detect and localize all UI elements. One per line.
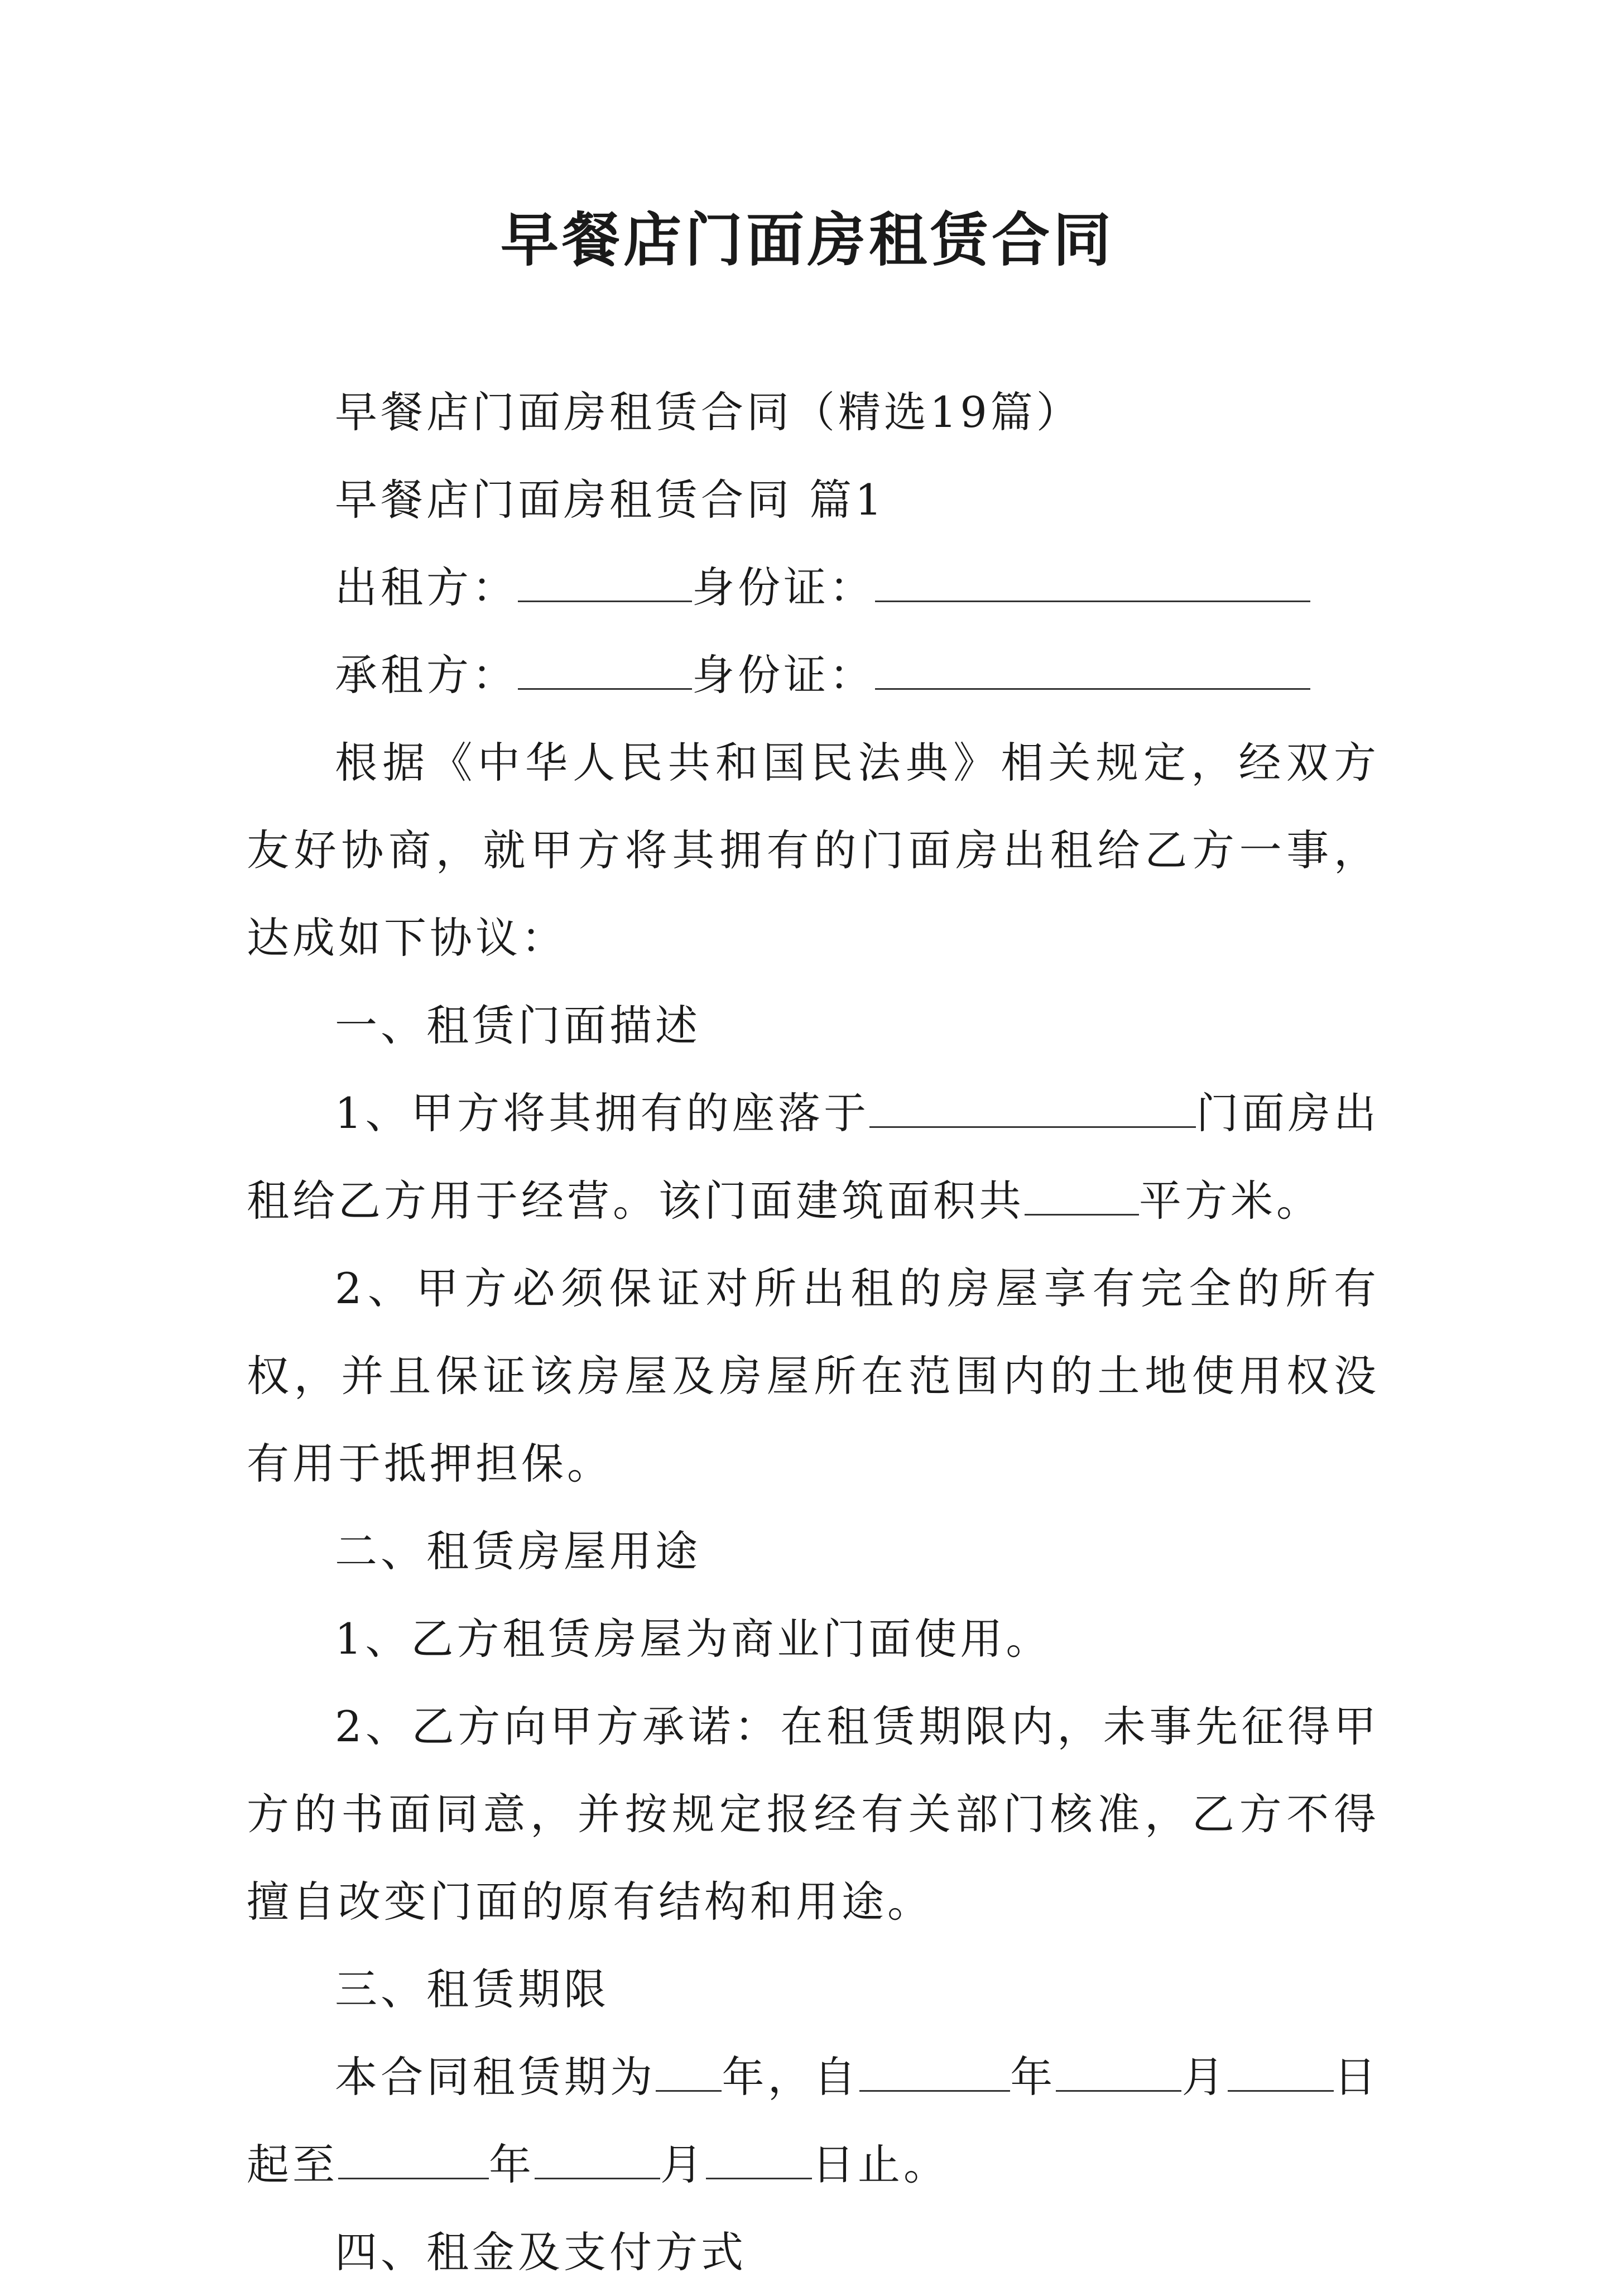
lessee-name-blank [518,654,692,690]
term-from-label: ，自 [767,2052,860,2102]
section-3-title: 三、租赁期限 [335,1964,609,2014]
end-month-label: 月 [660,2140,706,2189]
document-body [247,368,1380,2296]
start-month-label: 月 [1181,2052,1228,2102]
start-day-blank [1228,2055,1334,2092]
end-day-label: 日止。 [812,2140,949,2189]
start-year-label: 年 [1010,2052,1056,2102]
section-heading: 早餐店门面房租赁合同 篇1 [335,475,886,525]
end-month-blank [535,2143,660,2179]
sec1-item1-text-a: 1、甲方将其拥有的座落于 [335,1088,870,1138]
section-1-title: 一、租赁门面描述 [335,1001,701,1050]
end-year-blank [338,2143,489,2179]
location-blank [869,1092,1196,1128]
lessor-line [247,544,1380,631]
term-year-label: 年 [722,2052,768,2102]
end-day-blank [706,2143,812,2179]
sec1-item1-text-b: 门面房出租给乙方用于经营。该门面建筑面积共 [247,1088,1380,1226]
intro-paragraph: 根据《中华人民共和国民法典》相关规定，经双方友好协商，就甲方将其拥有的门面房出租给乙方一事，达成如下协议： [247,738,1380,963]
sec1-item1-text-c: 平方米。 [1139,1176,1322,1226]
lessor-name-blank [518,566,692,602]
start-day-label: 日 [1333,2052,1380,2102]
lessor-id-label: 身份证： [692,563,875,612]
section-4-title: 四、租金及支付方式 [335,2227,747,2277]
end-year-label: 年 [489,2140,535,2189]
section-1-item-2: 2、甲方必须保证对所出租的房屋享有完全的所有权，并且保证该房屋及房屋所在范围内的土地使用权没有用于抵押担保。 [247,1264,1380,1488]
lessee-label: 承租方： [335,650,518,700]
lease-term-paragraph [247,2033,1380,2208]
term-years-blank [656,2055,722,2092]
section-2-item-1: 1、乙方租赁房屋为商业门面使用。 [335,1614,1052,1664]
lessee-id-blank [875,654,1310,690]
lessee-line [247,631,1380,719]
lessee-id-label: 身份证： [692,650,875,700]
area-blank [1025,1179,1139,1216]
lessor-id-blank [875,566,1310,602]
section-2-title: 二、租赁房屋用途 [335,1526,701,1576]
term-to-label: 起至 [247,2140,338,2189]
document-title: 早餐店门面房租赁合同 [500,205,1114,274]
subtitle: 早餐店门面房租赁合同（精选19篇） [335,387,1082,437]
section-2-item-2: 2、乙方向甲方承诺：在租赁期限内，未事先征得甲方的书面同意，并按规定报经有关部门核准，乙方不得擅自改变门面的原有结构和用途。 [247,1702,1380,1927]
start-month-blank [1056,2055,1181,2092]
lessor-label: 出租方： [335,563,518,612]
start-year-blank [859,2055,1010,2092]
term-text-a: 本合同租赁期为 [335,2052,656,2102]
section-1-item-1 [247,1069,1380,1245]
